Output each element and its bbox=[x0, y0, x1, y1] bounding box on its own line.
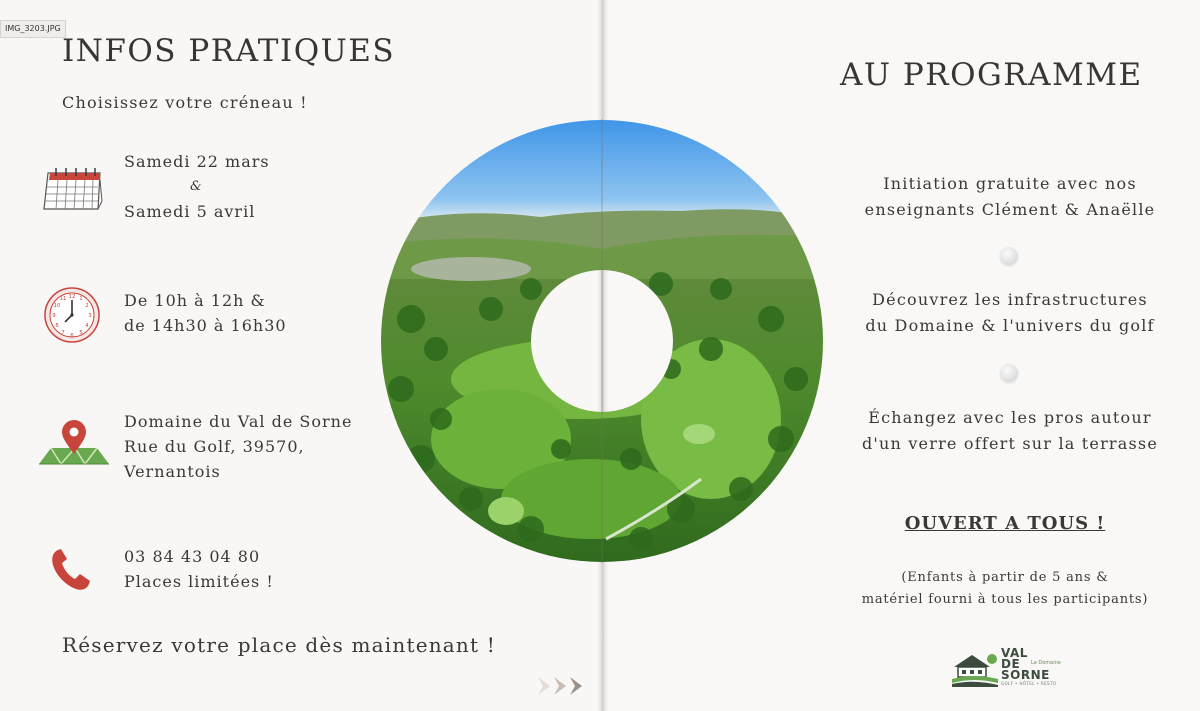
hours-text bbox=[124, 288, 287, 338]
logo-line-val: VAL bbox=[1001, 646, 1028, 660]
logo-side-text: Le Domaine bbox=[1031, 660, 1061, 666]
svg-text:4: 4 bbox=[85, 323, 89, 329]
bullet-dot bbox=[1000, 364, 1018, 382]
date-1: Samedi 22 mars bbox=[124, 152, 270, 171]
programme-item-2-line2: du Domaine & l'univers du golf bbox=[865, 316, 1155, 335]
location-1: Domaine du Val de Sorne bbox=[124, 412, 353, 431]
val-de-sorne-logo-icon bbox=[952, 645, 998, 691]
phone-number: 03 84 43 04 80 bbox=[124, 547, 261, 566]
hours-2: de 14h30 à 16h30 bbox=[124, 316, 287, 335]
next-arrows-icon bbox=[538, 675, 590, 701]
svg-text:8: 8 bbox=[55, 323, 59, 329]
places-limitees: Places limitées ! bbox=[124, 572, 274, 591]
programme-item-2-line1: Découvrez les infrastructures bbox=[872, 290, 1148, 309]
svg-text:1: 1 bbox=[79, 296, 83, 302]
age-note-line1: (Enfants à partir de 5 ans & bbox=[901, 570, 1109, 585]
svg-text:2: 2 bbox=[85, 303, 89, 309]
logo-line-de: DE bbox=[1001, 657, 1021, 671]
dates-text bbox=[124, 149, 270, 224]
infos-title: INFOS PRATIQUES bbox=[62, 33, 396, 69]
svg-text:12: 12 bbox=[68, 294, 76, 300]
clock-icon bbox=[43, 286, 101, 348]
logo-tagline: GOLF • HÔTEL • RESTO bbox=[1001, 681, 1057, 686]
date-2: Samedi 5 avril bbox=[124, 202, 256, 221]
phone-icon bbox=[50, 548, 92, 596]
programme-item-3-line1: Échangez avec les pros autour bbox=[868, 408, 1152, 427]
svg-text:7: 7 bbox=[61, 330, 65, 336]
open-to-all: OUVERT A TOUS ! bbox=[904, 513, 1106, 534]
contact-text bbox=[124, 544, 274, 594]
age-note bbox=[820, 567, 1190, 611]
age-note-line2: matériel fourni à tous les participants) bbox=[861, 592, 1149, 607]
logo-line-sorne: SORNE bbox=[1001, 668, 1050, 682]
map-pin-icon bbox=[37, 418, 111, 474]
svg-text:10: 10 bbox=[53, 303, 61, 309]
programme-item-3-line2: d'un verre offert sur la terrasse bbox=[861, 434, 1159, 453]
svg-text:3: 3 bbox=[88, 313, 92, 319]
programme-item-1-line2: enseignants Clément & Anaëlle bbox=[864, 200, 1156, 219]
svg-text:9: 9 bbox=[52, 313, 56, 319]
location-3: Vernantois bbox=[124, 462, 221, 481]
svg-text:6: 6 bbox=[70, 333, 74, 339]
location-2: Rue du Golf, 39570, bbox=[124, 437, 305, 456]
programme-item-1-line1: Initiation gratuite avec nos bbox=[883, 174, 1137, 193]
golf-course-photo bbox=[381, 119, 823, 567]
hours-1: De 10h à 12h & bbox=[124, 291, 266, 310]
svg-text:5: 5 bbox=[79, 330, 83, 336]
location-text bbox=[124, 409, 352, 484]
reserve-cta: Réservez votre place dès maintenant ! bbox=[62, 633, 497, 657]
file-label: IMG_3203.JPG bbox=[0, 20, 66, 38]
svg-text:11: 11 bbox=[59, 296, 67, 302]
programme-title: AU PROGRAMME bbox=[840, 57, 1143, 93]
calendar-icon bbox=[42, 165, 104, 217]
programme-item-2 bbox=[820, 287, 1200, 339]
date-ampersand: & bbox=[190, 179, 203, 194]
programme-item-3 bbox=[820, 405, 1200, 457]
infos-subtitle: Choisissez votre créneau ! bbox=[62, 93, 308, 112]
programme-item-1 bbox=[820, 171, 1200, 223]
bullet-dot bbox=[1000, 247, 1018, 265]
